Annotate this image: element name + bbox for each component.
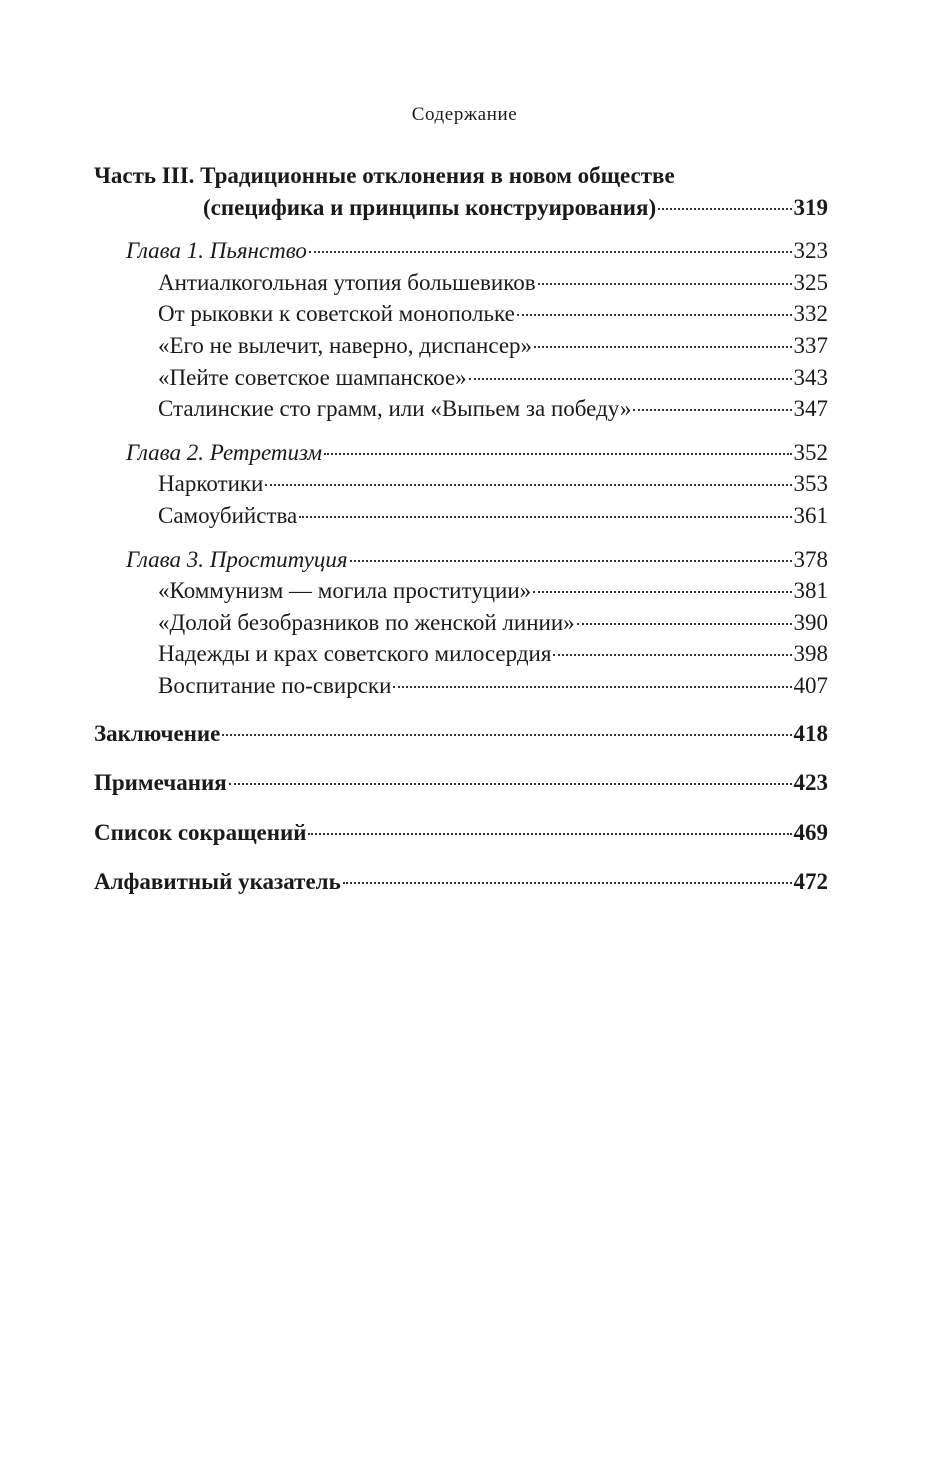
toc-entry[interactable] <box>126 607 828 639</box>
toc-entry[interactable] <box>126 267 828 299</box>
dot-leader <box>309 251 792 253</box>
toc-entry[interactable] <box>126 544 828 576</box>
section-title: Наркотики <box>158 471 264 497</box>
section-title: Антиалкогольная утопия большевиков <box>158 269 536 295</box>
toc-entry[interactable] <box>126 670 828 702</box>
dot-leader <box>343 882 792 884</box>
page-number: 332 <box>793 301 828 327</box>
toc-entry[interactable] <box>126 235 828 267</box>
dot-leader <box>553 654 791 656</box>
back-matter-title: Алфавитный указатель <box>94 869 341 895</box>
dot-leader <box>538 283 792 285</box>
section-title: «Коммунизм — могила проституции» <box>158 578 532 604</box>
back-matter-title: Примечания <box>94 770 227 796</box>
toc-entry-abbreviations[interactable] <box>94 817 828 849</box>
dot-leader <box>324 453 791 455</box>
page-number: 378 <box>793 546 828 572</box>
section-title: Воспитание по-свирски <box>158 672 392 698</box>
toc-part <box>94 160 828 223</box>
page-number: 319 <box>793 194 828 220</box>
dot-leader <box>308 833 791 835</box>
page-number: 407 <box>793 672 828 698</box>
toc-entry-conclusion[interactable] <box>94 718 828 750</box>
section-title: Надежды и крах советского милосердия <box>158 641 552 667</box>
dot-leader <box>393 686 791 688</box>
dot-leader <box>534 346 791 348</box>
toc-entry[interactable] <box>94 192 828 224</box>
chapter-title: Глава 2. Ретретизм <box>126 439 323 465</box>
page-number: 337 <box>793 332 828 358</box>
toc-entry-notes[interactable] <box>94 767 828 799</box>
dot-leader <box>633 409 791 411</box>
part-subtitle: (специфика и принципы конструирования) <box>203 194 657 220</box>
page-number: 423 <box>793 770 828 796</box>
back-matter-title: Список сокращений <box>94 819 307 845</box>
toc-entry[interactable] <box>126 638 828 670</box>
dot-leader <box>229 783 792 785</box>
part-title: Часть III. Традиционные отклонения в новом обществе <box>94 163 675 188</box>
toc-entry[interactable] <box>126 393 828 425</box>
dot-leader <box>222 734 791 736</box>
toc-entry[interactable] <box>126 500 828 532</box>
toc-chapter <box>94 235 828 425</box>
section-title: Сталинские сто грамм, или «Выпьем за победу» <box>158 396 632 422</box>
section-title: «Его не вылечит, наверно, диспансер» <box>158 332 533 358</box>
page-number: 390 <box>793 609 828 635</box>
page-number: 472 <box>793 869 828 895</box>
page-number: 381 <box>793 578 828 604</box>
toc-entry[interactable] <box>126 298 828 330</box>
toc-entry[interactable] <box>126 468 828 500</box>
page-number: 398 <box>793 641 828 667</box>
toc-entry[interactable] <box>126 362 828 394</box>
section-title: От рыковки к советской монопольке <box>158 301 515 327</box>
page-number: 347 <box>793 396 828 422</box>
dot-leader <box>350 560 792 562</box>
page-number: 418 <box>793 720 828 746</box>
toc-entry-index[interactable] <box>94 866 828 898</box>
section-title: Самоубийства <box>158 502 298 528</box>
dot-leader <box>299 516 791 518</box>
dot-leader <box>265 484 791 486</box>
page-number: 353 <box>793 471 828 497</box>
section-title: «Долой безобразников по женской линии» <box>158 609 575 635</box>
page-number: 343 <box>793 364 828 390</box>
dot-leader <box>469 378 792 380</box>
chapter-title: Глава 1. Пьянство <box>126 238 307 264</box>
toc-entry[interactable] <box>126 575 828 607</box>
page-number: 469 <box>793 819 828 845</box>
page-number: 323 <box>793 238 828 264</box>
chapter-title: Глава 3. Проституция <box>126 546 348 572</box>
table-of-contents <box>94 160 828 898</box>
toc-entry[interactable] <box>126 437 828 469</box>
toc-chapter <box>94 437 828 532</box>
dot-leader <box>533 591 791 593</box>
section-title: «Пейте советское шампанское» <box>158 364 467 390</box>
page-number: 325 <box>793 269 828 295</box>
back-matter-title: Заключение <box>94 720 221 746</box>
dot-leader <box>577 623 792 625</box>
toc-entry[interactable] <box>126 330 828 362</box>
dot-leader <box>517 314 792 316</box>
dot-leader <box>658 208 791 210</box>
toc-chapter <box>94 544 828 702</box>
page-number: 352 <box>793 439 828 465</box>
running-head: Содержание <box>411 104 518 125</box>
page-number: 361 <box>793 502 828 528</box>
